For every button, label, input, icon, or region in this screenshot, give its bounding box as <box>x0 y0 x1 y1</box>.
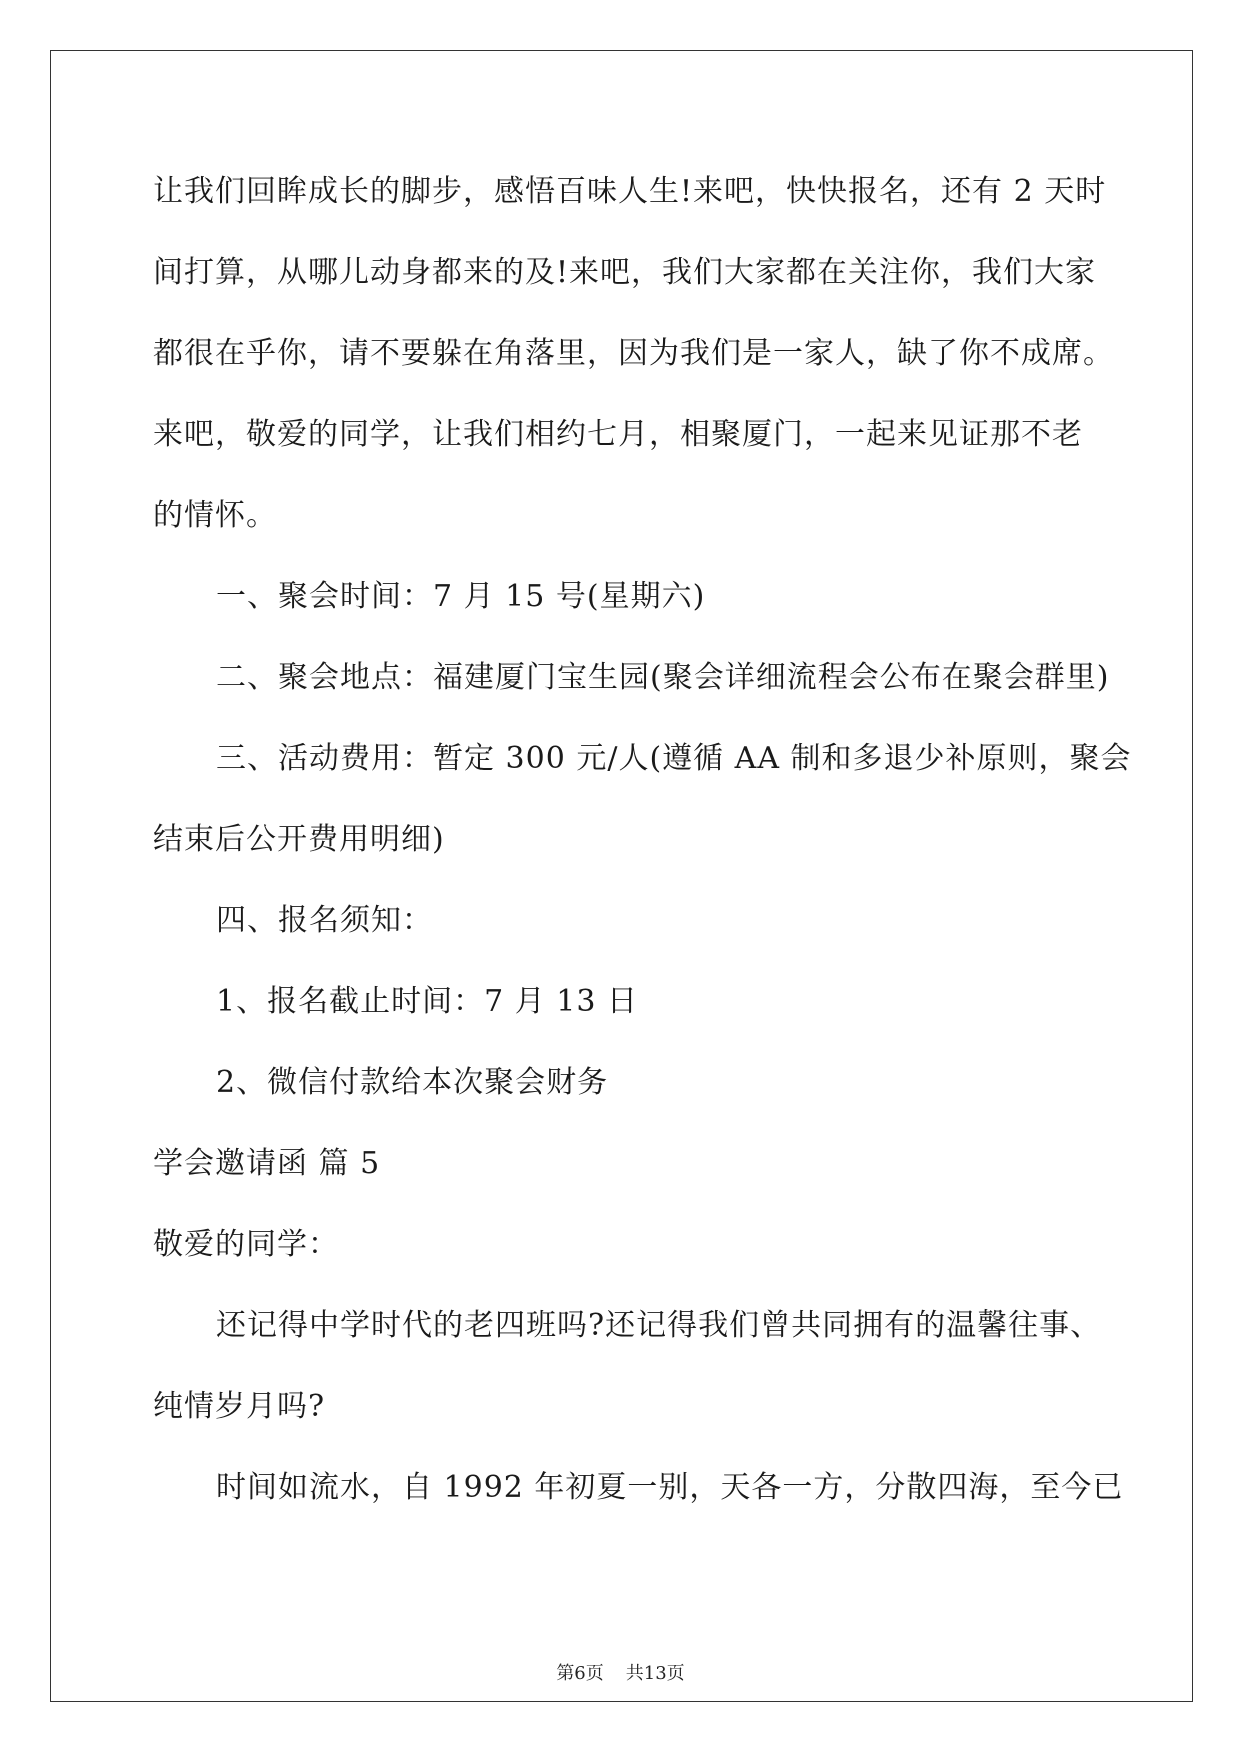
section-title: 学会邀请函 篇 5 <box>153 1146 381 1181</box>
paragraph-line: 间打算，从哪儿动身都来的及!来吧，我们大家都在关注你，我们大家 <box>153 255 1097 290</box>
paragraph-line: 的情怀。 <box>153 498 277 533</box>
paragraph-line: 来吧，敬爱的同学，让我们相约七月，相聚厦门，一起来见证那不老 <box>153 417 1083 452</box>
registration-deadline-line: 1、报名截止时间：7 月 13 日 <box>216 984 638 1019</box>
paragraph-line: 还记得中学时代的老四班吗?还记得我们曾共同拥有的温馨往事、 <box>216 1308 1102 1343</box>
page-number-total: 共13页 <box>625 1663 685 1684</box>
meeting-location-line: 二、聚会地点：福建厦门宝生园(聚会详细流程会公布在聚会群里) <box>216 660 1110 695</box>
salutation: 敬爱的同学： <box>153 1227 339 1262</box>
page-border <box>50 50 1193 1702</box>
payment-line: 2、微信付款给本次聚会财务 <box>216 1065 609 1100</box>
activity-fee-line: 三、活动费用：暂定 300 元/人(遵循 AA 制和多退少补原则，聚会 <box>216 741 1132 776</box>
paragraph-line: 都很在乎你，请不要躲在角落里，因为我们是一家人，缺了你不成席。 <box>153 336 1114 371</box>
page-footer <box>0 1662 1241 1686</box>
paragraph-line: 时间如流水，自 1992 年初夏一别，天各一方，分散四海，至今已 <box>216 1470 1124 1505</box>
meeting-time-line: 一、聚会时间：7 月 15 号(星期六) <box>216 579 706 614</box>
paragraph-line: 让我们回眸成长的脚步，感悟百味人生!来吧，快快报名，还有 2 天时 <box>153 174 1107 209</box>
paragraph-line: 纯情岁月吗? <box>153 1389 326 1424</box>
paragraph-line: 结束后公开费用明细) <box>153 822 445 857</box>
registration-notice-heading: 四、报名须知： <box>216 903 433 938</box>
page-number-current: 第6页 <box>556 1663 604 1684</box>
